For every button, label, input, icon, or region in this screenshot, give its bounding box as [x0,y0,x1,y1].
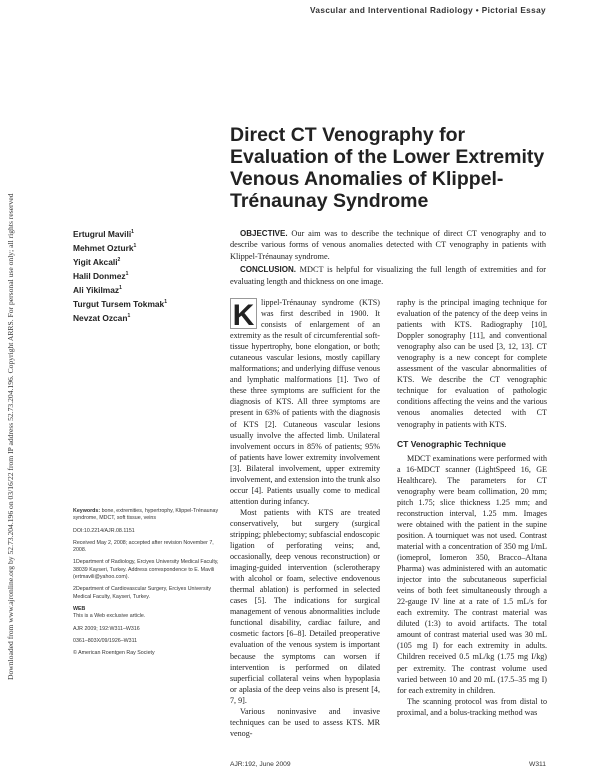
author: Halil Donmez$^1$ [73,270,129,281]
affiliation-2: 2Department of Cardiovascular Surgery, Erciyes University Medical Faculty, Kayseri, Turkey. [73,586,211,600]
author-list [73,226,223,324]
author: Nevzat Ozcan$^1$ [73,312,131,323]
section-header: Vascular and Interventional Radiology • Pictorial Essay [310,6,546,15]
citation: AJR 2009; 192:W311–W316 [73,625,140,632]
issn: 0361–803X/09/1926–W311 [73,637,138,644]
article-title: Direct CT Venography for Evaluation of the Lower Extremity Venous Anomalies of Klippel-Trénaunay Syndrome [230,124,545,212]
author: Turgut Tursem Tokmak$^1$ [73,298,167,309]
page-number: W311 [529,761,546,768]
author: Mehmet Ozturk$^1$ [73,242,137,253]
drop-cap: K [230,298,257,329]
body-paragraph: The scanning protocol was from distal to proximal, and a bolus-tracking method was [397,696,547,717]
author: Ertugrul Mavili$^1$ [73,228,134,239]
abstract-objective: OBJECTIVE. Our aim was to describe the technique of direct CT venography and to describe various forms of venous anomalies detected with CT venography in patients with Klippel-Trénaunay syndrome. [230,229,546,261]
article-metadata [73,508,223,662]
doi: DOI:10.2214/AJR.08.1151 [73,527,135,534]
download-notice [6,120,16,680]
web-label: WEB [73,605,86,612]
body-paragraph: Various noninvasive and invasive techniques can be used to assess KTS. MR venog- [230,706,380,738]
copyright: © American Roentgen Ray Society [73,650,155,657]
body-column-2 [397,297,547,718]
body-paragraph: K lippel-Trénaunay syndrome (KTS) was first described in 1900. It consists of enlargement of an extremity as the result of circumferential soft-tissue hypertrophy, bone elongation, or both; cutaneous vascular lesions, mostly capillary malformations; and underlying diffuse venous and lymphatic malformations [1]. Two of these three symptoms are sufficient for the diagnosis of KTS. All three symptoms are present in 63% of patients with the diagnosis of KTS [2]. Cutaneous vascular lesions usually involve the affected limb. Unilateral involvement occurs in 85% of patients; 95% of patients have lower extremity involvement [3]. Bilateral involvement, upper extremity involvement, and extension into the trunk also occur [4]. Patients usually come to medical attention during infancy. [230,298,380,506]
received-dates: Received May 2, 2008; accepted after revision November 7, 2008. [73,539,214,554]
body-paragraph: MDCT examinations were performed with a 16-MDCT scanner (LightSpeed 16, GE Healthcare). The parameters for CT venography were beam collimation, 20 mm; pitch 1.75; slice thickness 1.25 mm; and reconstruction interval, 1.25 mm. Images were obtained with the patient in the supine position. A tourniquet was not used. Contrast material with a concentration of 350 mg I/mL (iomeprol, Iomeron 350, Bracco–Altana Pharma) was administered with an automatic injector into the subcutaneous superficial veins of both feet simultaneously through a 22-gauge IV line at a rate of 1.5 mL/s for each extremity. The contrast material was diluted (1:3) to avoid artifacts. The total amount of contrast material used was 30 mL (105 mg I) for each extremity in adults. Children received 0.5 mL/kg (1.75 mg I/kg) per extremity. The contrast volume used varied between 10 and 20 mL (17.5–35 mg I) for each extremity in children. [397,453,547,695]
body-paragraph: raphy is the principal imaging technique for evaluation of the patency of the deep veins in patients with KTS. Radiography [10], Doppler sonography [11], and conventional venography also can be used [3, 12, 13]. CT venography is a new concept for complete assessment of the vascular abnormalities of KTS. We describe the CT venographic technique for evaluation of pathologic conditions affecting the veins and the various venous anomalies detected with CT venography in patients with KTS. [397,298,547,429]
affiliation-1: 1Department of Radiology, Erciyes University Medical Faculty, 38039 Kayseri, Turkey. Address correspondence to E. Mavili (ertmavili@yahoo.com). [73,559,219,581]
footer-journal: AJR:192, June 2009 [230,761,291,768]
download-notice-text: Downloaded from www.ajronline.org by 52.73.204.196 on 03/16/22 from IP address 52.73.204.196. Copyright ARRS. For personal use only; all rights reserved [6,193,15,680]
abstract-conclusion: CONCLUSION. MDCT is helpful for visualizing the full length of extremities and for evaluating length and thickness on one image. [230,265,546,286]
body-paragraph: Most patients with KTS are treated conservatively, but surgery (surgical stripping; phlebectomy; subfascial endoscopic ligation of perforating veins; and, occasionally, deep venous reconstruction) or imaging-guided intervention (sclerotherapy with alcohol or foam, selective endovenous thermal ablation) is performed in selected cases [5]. The indications for surgical management of venous abnormalities include functional disability, cardiac failure, and cosmetic factors [6–8]. Detailed preoperative evaluation of the venous system is important because the symptoms can worsen if intervention is performed on dilated superficial collateral veins when hypoplasia or aplasia of the deep veins also is present [4, 7, 9]. [230,507,380,705]
author: Ali Yikilmaz$^1$ [73,284,122,295]
web-note: This is a Web exclusive article. [73,613,146,620]
abstract [230,228,546,289]
body-column-1 [230,297,380,739]
author: Yigit Akcali$^2$ [73,256,121,267]
keywords: Keywords: bone, extremities, hypertrophy, Klippel-Trénaunay syndrome, MDCT, soft tissue, veins [73,508,219,522]
section-heading: CT Venographic Technique [397,438,506,449]
